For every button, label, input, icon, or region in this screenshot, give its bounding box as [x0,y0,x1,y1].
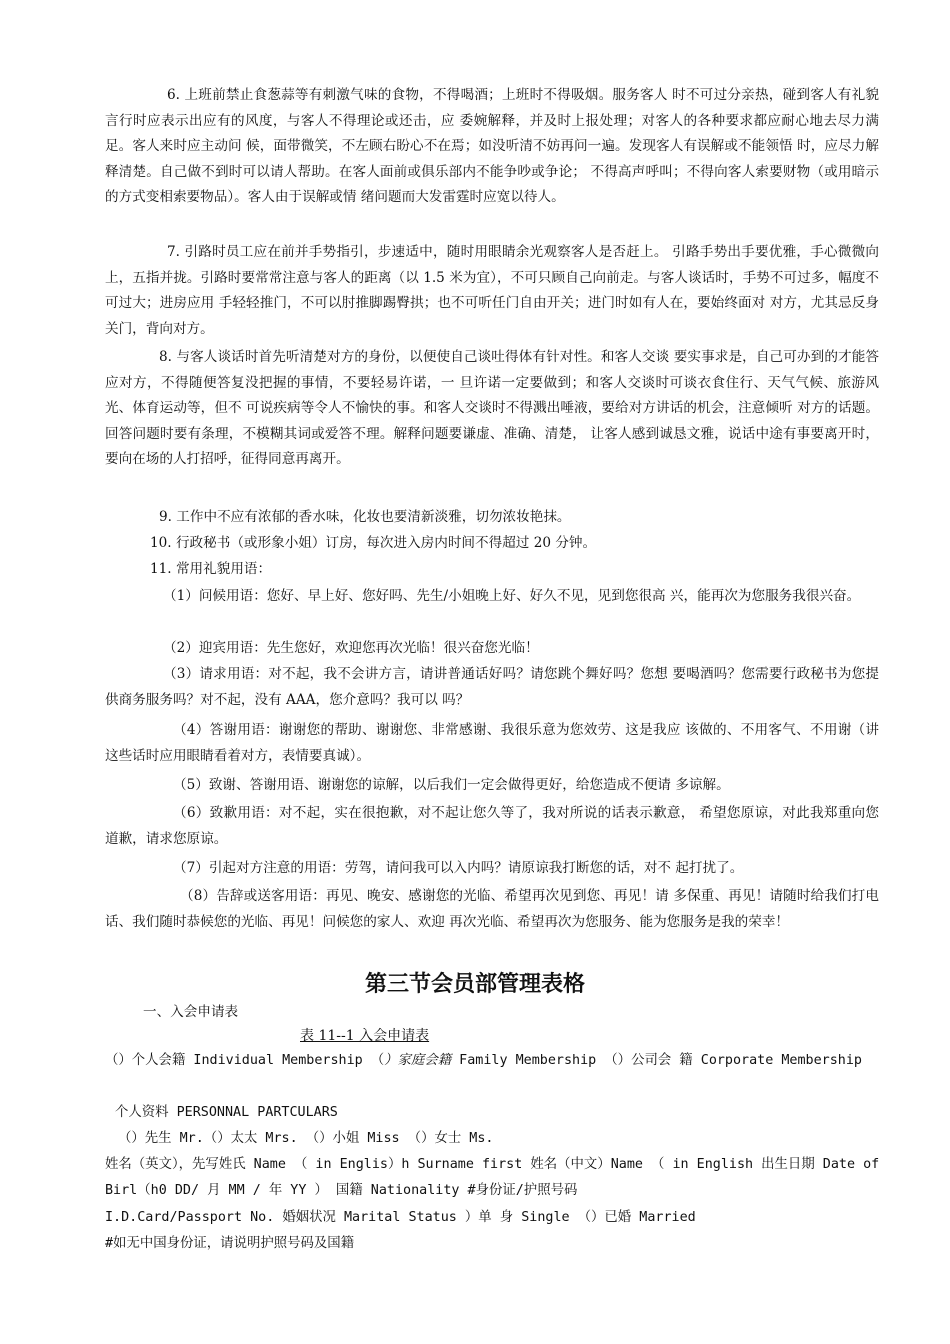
paragraph-8: 8. 与客人谈话时首先听清楚对方的身份，以便使自己谈吐得体有针对性。和客人交谈 要实事求是，自己可办到的才能答应对方，不得随便答复没把握的事情，不要轻易许诺，一 旦许诺一定要做到；和客人交谈时可谈衣食住行、天气气候、旅游风光、体育运动等，但不 可说疾病等令人不愉快的事。和客人交谈时不得溅出唾液，要给对方讲话的机会，注意倾听 对方的话题。回答问题时要有条理，不模糊其词或爱答不理。解释问题要谦虚、准确、清楚， 让客人感到诚恳文雅，说话中途有事要离开时，要向在场的人打招呼，征得同意再离开。 [105,349,879,468]
phrase-greeting: （1）问候用语：您好、早上好、您好吗、先生/小姐晚上好、好久不见，见到您很高 兴，能再次为您服务我很兴奋。 [163,588,861,604]
paragraph-11: 11. 常用礼貌用语： [150,561,272,577]
phrase-thanks: （4）答谢用语：谢谢您的帮助、谢谢您、非常感谢、我很乐意为您效劳、这是我应 该做的、不用客气、不用谢（讲这些话时应用眼睛看着对方，表情要真诚）。 [105,722,879,764]
phrase-request: （3）请求用语：对不起，我不会讲方言，请讲普通话好吗？请您跳个舞好吗？您想 要喝酒吗？您需要行政秘书为您提供商务服务吗？对不起，没有 AAA，您介意吗？我可以 吗？ [105,666,879,708]
phrase-gratitude: （5）致谢、答谢用语、谢谢您的谅解，以后我们一定会做得更好，给您造成不便请 多谅解。 [173,777,730,793]
membership-family-label: ）家庭会籍 [384,1053,452,1068]
paragraph-9: 9. 工作中不应有浓郁的香水味，化妆也要清新淡雅，切勿浓妆艳抹。 [159,509,571,525]
table-caption: 表 11--1 入会申请表 [300,1028,430,1044]
paragraph-10: 10. 行政秘书（或形象小姐）订房，每次进入房内时间不得超过 20 分钟。 [150,535,597,551]
passport-note: #如无中国身份证，请说明护照号码及国籍 [105,1236,355,1251]
phrase-welcome: （2）迎宾用语：先生您好，欢迎您再次光临！很兴奋您光临！ [163,640,539,656]
membership-family-corporate: Family Membership （）公司会 籍 Corporate Membership [451,1053,862,1068]
membership-individual: （）个人会籍 Individual Membership （ [105,1053,385,1068]
phrase-farewell: （8）告辞或送客用语：再见、晚安、感谢您的光临、希望再次见到您、再见！请 多保重、再见！请随时给我们打电话、我们随时恭候您的光临、再见！问候您的家人、欢迎 再次光临、希望再次为您服务、能为您服务是我的荣幸！ [105,888,879,930]
paragraph-6: 6. 上班前禁止食葱蒜等有刺激气味的食物，不得喝酒；上班时不得吸烟。服务客人 时不可过分亲热，碰到客人有礼貌言行时应表示出应有的风度，与客人不得理论或还击，应 委婉解释，并及时上报处理；对客人的各种要求都应耐心地去尽力满足。客人来时应主动问 候，面带微笑，不左顾右盼心不在焉；如没听清不妨再问一遍。发现客人有误解或不能领悟 时，应尽力解释清楚。自己做不到时可以请人帮助。在客人面前或俱乐部内不能争吵或争论； 不得高声呼叫；不得向客人索要财物（或用暗示的方式变相索要物品）。客人由于误解或情 绪问题而大发雷霆时应宽以待人。 [105,87,879,206]
salutation-options: （）先生 Mr.（）太太 Mrs. （）小姐 Miss （）女士 Ms. [118,1131,494,1146]
membership-options [105,1048,885,1074]
personal-details-heading: 个人资料 PERSONNAL PARTCULARS [115,1105,338,1120]
section-subtitle: 一、入会申请表 [143,1004,239,1020]
name-birth-nationality-line: 姓名（英文），先写姓氏 Name （ in Englis）h Surname first 姓名（中文）Name （ in English 出生日期 Date of Birl（h0 DD/ 月 MM / 年 YY ） 国籍 Nationality #身份证/护照号码 [105,1157,880,1198]
paragraph-7: 7. 引路时员工应在前并手势指引，步速适中，随时用眼睛余光观察客人是否赶上。 引路手势出手要优雅，手心微微向上，五指并拢。引路时要常常注意与客人的距离（以 1.5 米为宜），不可只顾自己向前走。与客人谈话时，手势不可过多，幅度不可过大；进房应用 手轻轻推门，不可以肘推脚踢臀拱；也不可听任门自由开关；进门时如有人在，要始终面对 对方，尤其忌反身关门，背向对方。 [105,244,879,337]
phrase-apology: （6）致歉用语：对不起，实在很抱歉，对不起让您久等了，我对所说的话表示歉意， 希望您原谅，对此我郑重向您道歉，请求您原谅。 [105,805,879,847]
id-marital-line: I.D.Card/Passport No. 婚姻状况 Marital Status ）单 身 Single （）已婚 Married [105,1210,696,1225]
phrase-attention: （7）引起对方注意的用语：劳驾，请问我可以入内吗？请原谅我打断您的话，对不 起打扰了。 [173,860,744,876]
section-title: 第三节会员部管理表格 [364,972,585,997]
